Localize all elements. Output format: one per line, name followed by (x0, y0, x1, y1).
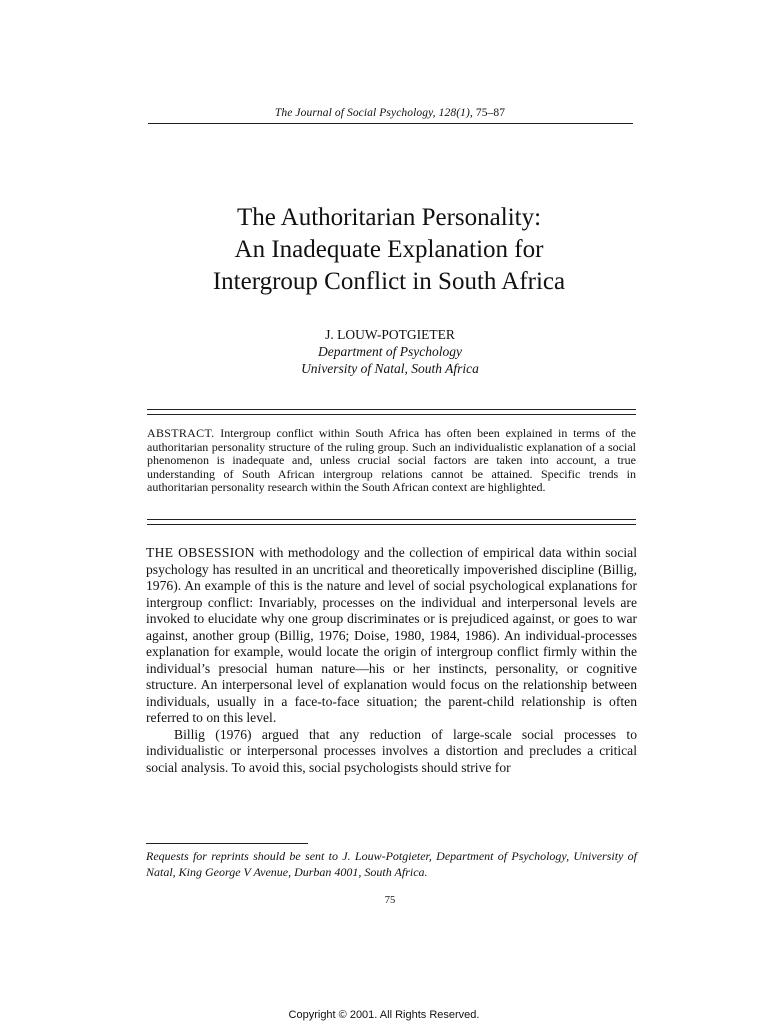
journal-pages: 75–87 (475, 107, 506, 119)
abstract-text: Intergroup conflict within South Africa has often been explained in terms of the authoritarian personality structure of the ruling group. Such an individualistic explanation of a social phenomenon is inadequate and, unless crucial social factors are taken into account, a true understanding of South African intergroup relations cannot be attained. Specific trends in authoritarian personality research within the South African context are highlighted. (147, 426, 636, 494)
body-paragraph-2-text: Billig (1976) argued that any reduction of large-scale social processes to individualistic or interpersonal processes involves a distortion and precludes a critical social analysis. To avoid this, social psychologists should strive for (146, 726, 637, 775)
abstract-rule-top (147, 409, 636, 415)
page-number: 75 (384, 895, 396, 906)
article-title (120, 202, 658, 298)
footnote-rule (146, 843, 308, 844)
copyright-notice: Copyright © 2001. All Rights Reserved. (288, 1009, 480, 1021)
footnote: Requests for reprints should be sent to J. Louw-Potgieter, Department of Psychology, University of Natal, King George V Avenue, Durban 4001, South Africa. (146, 849, 637, 879)
abstract-label: ABSTRACT. (147, 426, 215, 440)
journal-volume: 128(1), (438, 107, 473, 119)
abstract (147, 427, 636, 495)
journal-name: The Journal of Social Psychology, (274, 107, 436, 119)
author-university: University of Natal, South Africa (301, 361, 479, 376)
author-name: J. LOUW-POTGIETER (325, 327, 455, 342)
body-paragraph-1-text: with methodology and the collection of empirical data within social psychology has resulted in an uncritical and theoretically impoverished discipline (Billig, 1976). An example of this is the nature and level of social psychological explanations for intergroup conflict: Invariably, processes on the individual and interpersonal levels are invoked to elucidate why one group discriminates or is prejudiced against, or goes to war against, another group (Billig, 1976; Doise, 1980, 1984, 1986). An individual-processes explanation for example, would locate the origin of intergroup conflict firmly within the individual’s presocial human nature—his or her instincts, personality, or cognitive structure. An interpersonal level of explanation would focus on the relationship between individuals, usually in a face-to-face situation; the parent-child relationship is often referred to on this level. (146, 545, 637, 725)
body-paragraph (146, 545, 637, 727)
author-department: Department of Psychology (318, 344, 462, 359)
title-line: The Authoritarian Personality: (236, 204, 542, 231)
body-text (146, 545, 637, 776)
title-line: Intergroup Conflict in South Africa (212, 268, 566, 295)
running-head-rule (148, 123, 633, 124)
author-block (200, 326, 580, 377)
title-line: An Inadequate Explanation for (234, 236, 544, 263)
body-paragraph (146, 727, 637, 777)
running-head (148, 107, 632, 119)
body-lead: THE OBSESSION (146, 545, 255, 560)
abstract-rule-bottom (147, 519, 636, 525)
